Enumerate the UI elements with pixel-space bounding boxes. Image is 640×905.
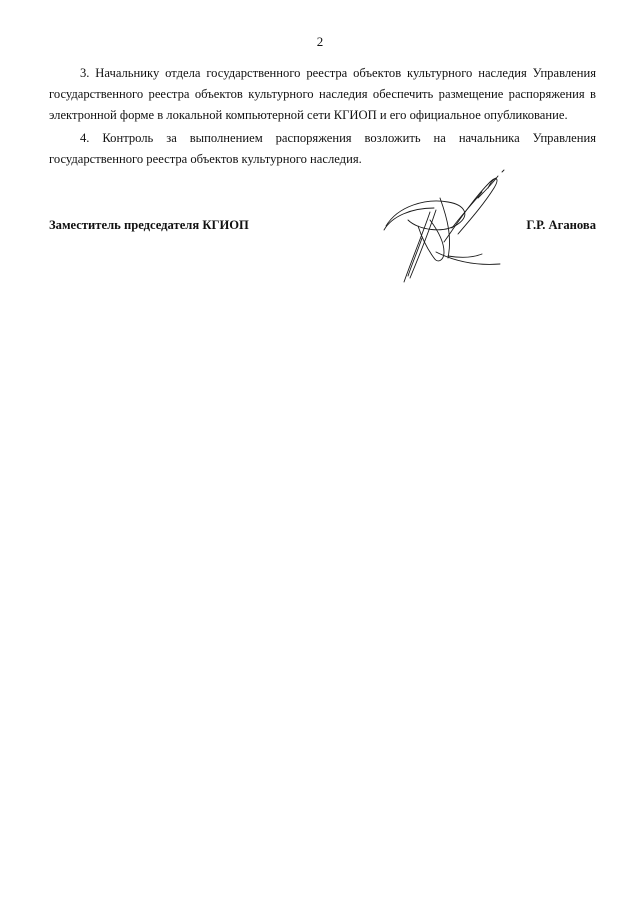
paragraph-3: 3. Начальнику отдела государственного реестра объектов культурного наследия Управления государственного реестра объектов культурного наследия обеспечить размещение распоряжения в электронной форме в локальной компьютерной сети КГИОП и его официальное опубликование.: [49, 66, 596, 122]
page-number: 2: [316, 34, 324, 49]
signature-block: [49, 218, 596, 242]
signer-title: Заместитель председателя КГИОП: [49, 218, 249, 232]
signer-name: Г.Р. Аганова: [526, 218, 596, 232]
paragraph-4: 4. Контроль за выполнением распоряжения возложить на начальника Управления государственного реестра объектов культурного наследия.: [49, 131, 596, 166]
document-body: [49, 63, 596, 170]
